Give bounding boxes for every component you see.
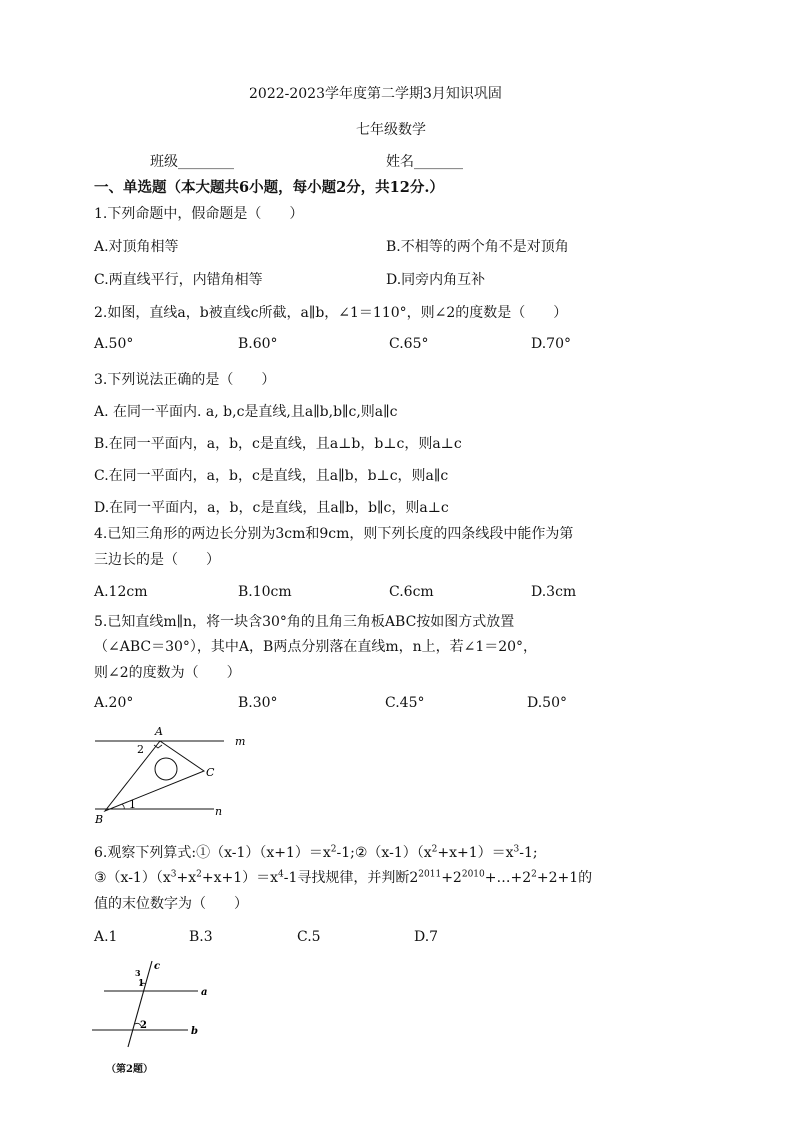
question-4-stem-line1: 4.已知三角形的两边长分别为3cm和9cm，则下列长度的四条线段中能作为第 xyxy=(94,526,574,542)
question-1-option-d: D.同旁内角互补 xyxy=(386,272,486,288)
question-5-stem-line1: 5.已知直线m∥n，将一块含30°角的且角三角板ABC按如图方式放置 xyxy=(94,614,515,630)
question-6-stem-line2: $③(x-1)(x^3+x^2+x+1)=x^4-1$寻找规律，并判断$2^{2011}+2^{2010}+\dots+2^2+2+1$的 xyxy=(94,869,593,886)
name-field: 姓名_______ xyxy=(386,154,463,170)
angle-1-arc xyxy=(122,804,124,809)
class-field: 班级________ xyxy=(150,154,234,170)
question-3-option-d: D.在同一平面内，a，b，c是直线，且a∥b，b∥c，则a⊥c xyxy=(94,500,449,516)
label-angle-2: 2 xyxy=(140,1020,147,1031)
label-angle-2: 2 xyxy=(137,743,144,756)
question-4-option-c: C.6cm xyxy=(389,584,434,600)
label-n: n xyxy=(215,805,223,818)
question-5-option-a: A.20° xyxy=(94,695,134,711)
question-6-option-d: D.7 xyxy=(414,929,439,945)
question-1-option-a: A.对顶角相等 xyxy=(94,239,179,255)
label-c: C xyxy=(206,766,215,779)
section-heading: 一、单选题（本大题共6小题，每小题2分，共12分.） xyxy=(94,179,444,196)
question-1-option-b: B.不相等的两个角不是对顶角 xyxy=(386,239,569,255)
question-4-option-d: D.3cm xyxy=(531,584,577,600)
question-2-option-d: D.70° xyxy=(531,336,571,352)
question-1-stem: 1.下列命题中，假命题是（ ） xyxy=(94,206,304,222)
figure-caption: （第2题） xyxy=(106,1064,153,1075)
question-5-stem-line2: （∠ABC＝30°），其中A，B两点分别落在直线m，n上，若∠1＝20°， xyxy=(94,639,538,655)
label-c: c xyxy=(154,961,161,972)
question-4-stem-line2: 三边长的是（ ） xyxy=(94,552,220,568)
label-angle-3: 3 xyxy=(135,968,141,978)
question-5-figure xyxy=(88,722,258,828)
question-6-option-b: B.3 xyxy=(189,929,213,945)
question-3-option-a: A. 在同一平面内. a, b,c是直线,且a∥b,b∥c,则a∥c xyxy=(94,404,398,420)
question-6-option-a: A.1 xyxy=(94,929,118,945)
question-3-option-c: C.在同一平面内，a，b，c是直线，且a∥b，b⊥c，则a∥c xyxy=(94,468,449,484)
question-2-option-a: A.50° xyxy=(94,336,134,352)
label-angle-1: 1 xyxy=(138,979,145,989)
question-5-stem-line3: 则∠2的度数为（ ） xyxy=(94,665,241,681)
question-2-stem: 2.如图，直线a，b被直线c所截，a∥b，∠1＝110°，则∠2的度数是（ ） xyxy=(94,305,568,321)
question-2-option-b: B.60° xyxy=(238,336,278,352)
triangle-hole xyxy=(155,758,177,780)
question-2-figure xyxy=(88,955,218,1050)
label-m: m xyxy=(235,735,246,748)
question-5-option-b: B.30° xyxy=(238,695,278,711)
label-b: b xyxy=(191,1026,198,1037)
question-3-option-b: B.在同一平面内，a，b，c是直线，且a⊥b，b⊥c，则a⊥c xyxy=(94,436,462,452)
label-a: A xyxy=(155,725,163,738)
question-5-option-d: D.50° xyxy=(527,695,567,711)
question-4-option-b: B.10cm xyxy=(238,584,292,600)
page-title: 2022-2023学年度第二学期3月知识巩固 xyxy=(249,86,502,102)
question-5-option-c: C.45° xyxy=(385,695,425,711)
label-a: a xyxy=(201,987,208,998)
page-subtitle: 七年级数学 xyxy=(356,122,426,138)
question-1-option-c: C.两直线平行，内错角相等 xyxy=(94,272,263,288)
triangle-abc xyxy=(105,741,204,811)
question-4-option-a: A.12cm xyxy=(94,584,148,600)
label-b: B xyxy=(95,813,104,826)
question-6-option-c: C.5 xyxy=(297,929,321,945)
question-6-stem-line3: 值的末位数字为（ ） xyxy=(94,896,248,912)
question-2-option-c: C.65° xyxy=(389,336,429,352)
label-angle-1: 1 xyxy=(129,798,136,811)
question-3-stem: 3.下列说法正确的是（ ） xyxy=(94,372,276,388)
question-6-stem-line1: 6.观察下列算式$:①(x-1)(x+1)=x^2-1;②(x-1)(x^2+x+1)=x^3-1$; xyxy=(94,844,538,861)
